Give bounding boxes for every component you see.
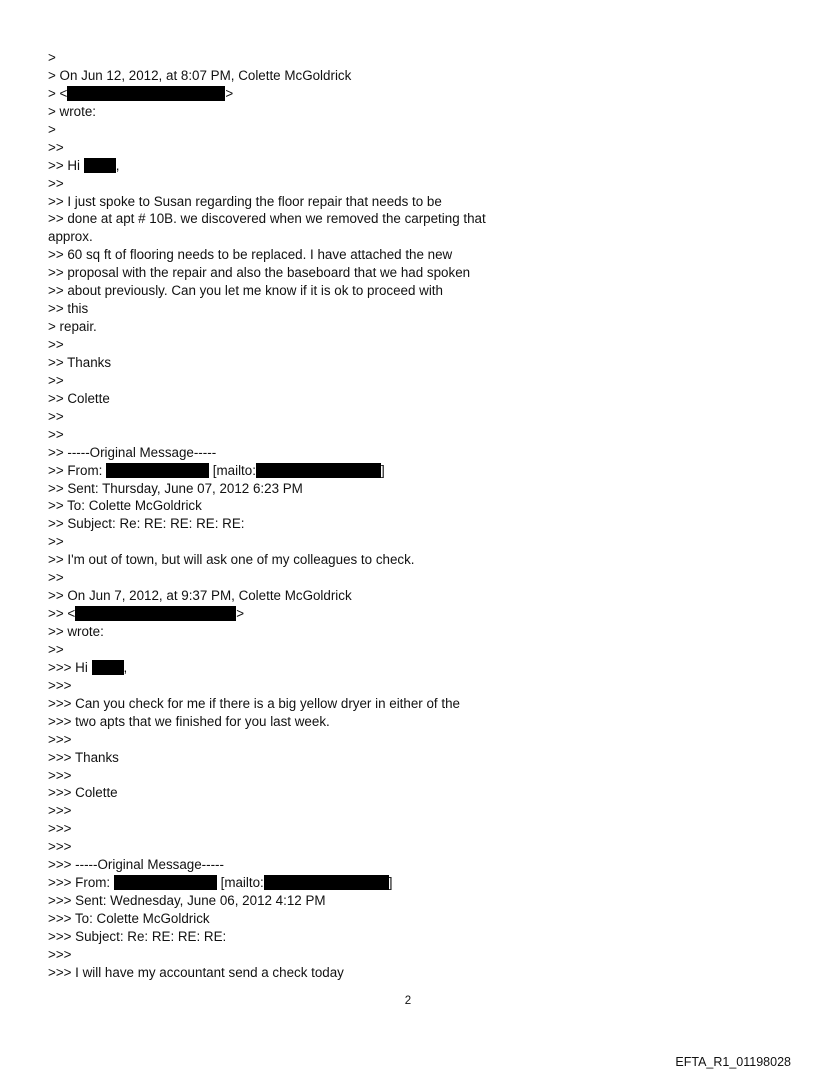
email-line — [48, 175, 768, 193]
email-text: >> — [48, 426, 64, 442]
email-line — [48, 210, 768, 228]
redaction-block — [264, 875, 389, 890]
email-text: >> — [48, 372, 64, 388]
email-line — [48, 336, 768, 354]
email-text: [mailto: — [216, 875, 264, 891]
email-line — [48, 444, 768, 462]
email-line — [48, 910, 768, 928]
email-text: >>> Thanks — [48, 749, 119, 765]
email-text: >> wrote: — [48, 624, 104, 639]
email-line — [48, 139, 768, 157]
email-text: >> To: Colette McGoldrick — [48, 498, 202, 514]
email-text: >> this — [48, 301, 89, 317]
email-line — [48, 623, 768, 641]
redaction-block — [106, 463, 209, 478]
email-text: > — [48, 50, 56, 65]
email-text: ] — [388, 875, 393, 891]
email-line — [48, 892, 768, 910]
email-line — [48, 605, 768, 623]
email-line — [48, 515, 768, 533]
email-text: >>> — [48, 821, 72, 837]
email-line — [48, 480, 768, 498]
redaction-block — [84, 158, 116, 173]
email-line — [48, 874, 768, 892]
email-text: >>> I will have my accountant send a check today — [48, 964, 344, 980]
email-line — [48, 964, 768, 982]
email-line — [48, 408, 768, 426]
email-line — [48, 157, 768, 175]
email-text: >> proposal with the repair and also the baseboard that we had spoken — [48, 265, 471, 281]
email-line — [48, 731, 768, 749]
email-text: >> From: — [48, 462, 107, 478]
email-text: > On Jun 12, 2012, at 8:07 PM, Colette McGoldrick — [48, 67, 352, 83]
email-text: > wrote: — [48, 103, 97, 119]
email-text: >>> From: — [48, 875, 114, 891]
email-text: >> — [48, 408, 64, 424]
email-text: , — [123, 659, 128, 675]
email-line — [48, 713, 768, 731]
email-line — [48, 121, 768, 139]
email-line — [48, 103, 768, 121]
email-text: >> — [48, 534, 64, 550]
email-text: approx. — [48, 229, 93, 245]
email-text: > repair. — [48, 319, 97, 335]
redaction-block — [256, 463, 381, 478]
email-line — [48, 659, 768, 677]
email-text: >>> Hi — [48, 659, 92, 675]
email-line — [48, 300, 768, 318]
email-line — [48, 677, 768, 695]
email-text: >>> two apts that we finished for you last week. — [48, 713, 330, 729]
email-line — [48, 49, 768, 67]
email-text: >> -----Original Message----- — [48, 444, 217, 460]
email-text: >> — [48, 570, 64, 586]
email-text: >>> — [48, 731, 72, 747]
email-line — [48, 767, 768, 785]
email-text: >> 60 sq ft of flooring needs to be replaced. I have attached the new — [48, 247, 453, 263]
email-text: >>> — [48, 803, 72, 819]
email-text: >> — [48, 139, 64, 155]
email-line — [48, 85, 768, 103]
email-text: >>> Sent: Wednesday, June 06, 2012 4:12 PM — [48, 893, 326, 909]
email-line — [48, 587, 768, 605]
email-text: >>> Colette — [48, 785, 118, 801]
email-line — [48, 282, 768, 300]
email-text: >> done at apt # 10B. we discovered when we removed the carpeting that — [48, 211, 486, 227]
redaction-block — [67, 86, 225, 101]
page-number: 2 — [404, 995, 412, 1007]
email-line — [48, 802, 768, 820]
email-line — [48, 856, 768, 874]
email-text: >>> To: Colette McGoldrick — [48, 911, 210, 926]
email-text: >> Sent: Thursday, June 07, 2012 6:23 PM — [48, 480, 303, 496]
redaction-block — [92, 660, 124, 675]
email-line — [48, 426, 768, 444]
redaction-block — [75, 606, 236, 621]
email-line — [48, 497, 768, 515]
email-line — [48, 838, 768, 856]
email-text: >>> — [48, 839, 72, 855]
email-line — [48, 533, 768, 551]
email-line — [48, 551, 768, 569]
email-text: ] — [380, 462, 385, 478]
email-line — [48, 246, 768, 264]
email-text: > < — [48, 85, 68, 101]
email-line — [48, 928, 768, 946]
email-text: >> — [48, 337, 64, 352]
email-line — [48, 264, 768, 282]
email-line — [48, 820, 768, 838]
email-text: >> < — [48, 606, 76, 622]
email-line — [48, 354, 768, 372]
redaction-block — [114, 875, 217, 890]
email-text: >>> — [48, 946, 72, 962]
email-line — [48, 784, 768, 802]
email-text: >>> — [48, 677, 72, 693]
email-text: >> I just spoke to Susan regarding the floor repair that needs to be — [48, 193, 442, 209]
email-line — [48, 946, 768, 964]
email-line — [48, 67, 768, 85]
email-text: >>> Can you check for me if there is a big yellow dryer in either of the — [48, 695, 460, 711]
email-text: , — [115, 157, 120, 173]
email-line — [48, 318, 768, 336]
email-text: >>> — [48, 767, 72, 783]
email-line — [48, 749, 768, 767]
email-line — [48, 193, 768, 211]
email-line — [48, 641, 768, 659]
email-line — [48, 462, 768, 480]
email-text: [mailto: — [209, 462, 256, 478]
email-text: >> On Jun 7, 2012, at 9:37 PM, Colette McGoldrick — [48, 588, 352, 604]
email-text: >> I'm out of town, but will ask one of my colleagues to check. — [48, 552, 415, 568]
email-text: >> about previously. Can you let me know if it is ok to proceed with — [48, 283, 443, 299]
email-text: >> — [48, 641, 64, 657]
email-thread-body — [48, 49, 768, 982]
email-text: >> Hi — [48, 157, 84, 173]
email-line — [48, 372, 768, 390]
email-text: >>> -----Original Message----- — [48, 857, 224, 873]
email-line — [48, 569, 768, 587]
email-text: >> Subject: Re: RE: RE: RE: RE: — [48, 516, 245, 532]
email-line — [48, 390, 768, 408]
email-text: >> — [48, 175, 64, 191]
email-line — [48, 228, 768, 246]
email-text: >> Colette — [48, 390, 110, 406]
email-text: > — [225, 85, 234, 101]
email-text: > — [236, 606, 245, 622]
email-text: > — [48, 121, 56, 137]
email-text: >>> Subject: Re: RE: RE: RE: — [48, 928, 227, 944]
email-text: >> Thanks — [48, 354, 112, 370]
email-line — [48, 695, 768, 713]
document-id: EFTA_R1_01198028 — [675, 1055, 791, 1069]
